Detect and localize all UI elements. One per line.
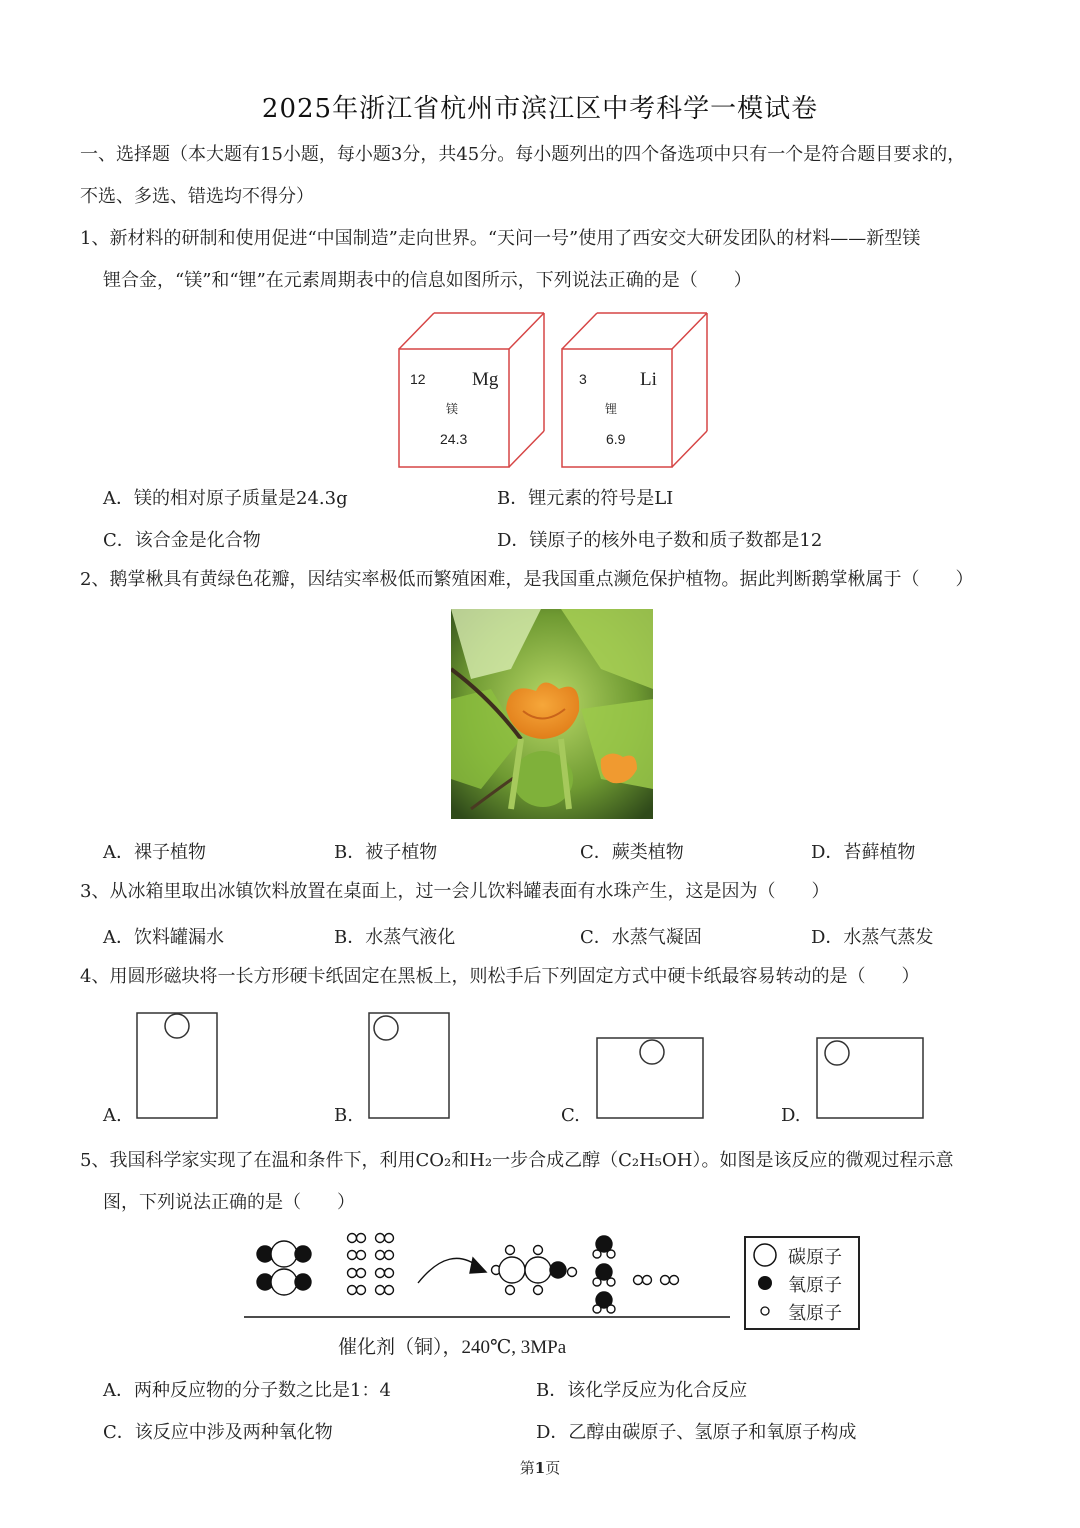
water-molecule xyxy=(593,1236,615,1258)
q5-option-a[interactable]: A．两种反应物的分子数之比是1：4 xyxy=(103,1380,391,1401)
atom-legend xyxy=(744,1236,860,1330)
q5-option-c[interactable]: C．该反应中涉及两种氧化物 xyxy=(103,1422,333,1443)
water-molecule xyxy=(593,1292,615,1313)
q4-option-b[interactable]: B. xyxy=(334,1105,353,1126)
li-symbol: Li xyxy=(640,369,657,390)
q3-option-d[interactable]: D．水蒸气蒸发 xyxy=(811,927,934,948)
mg-element-card xyxy=(399,313,544,467)
co2-molecule xyxy=(257,1241,311,1267)
tulip-tree-photo xyxy=(451,609,653,819)
section-heading-line2: 不选、多选、错选均不得分） xyxy=(80,186,314,207)
mg-atomic-number: 12 xyxy=(410,371,426,387)
q4-card-a xyxy=(137,1013,217,1118)
footer-suffix: 页 xyxy=(545,1459,561,1477)
q4-stem: 4、用圆形磁块将一长方形硬卡纸固定在黑板上，则松手后下列固定方式中硬卡纸最容易转动的是（ ） xyxy=(80,966,920,987)
q1-option-d[interactable]: D．镁原子的核外电子数和质子数都是12 xyxy=(497,530,823,551)
page-footer xyxy=(0,1457,1080,1478)
carbon-legend-icon xyxy=(754,1244,776,1266)
q1-option-a[interactable]: A．镁的相对原子质量是24.3g xyxy=(103,488,348,509)
q5-option-d[interactable]: D．乙醇由碳原子、氢原子和氧原子构成 xyxy=(536,1422,857,1443)
q4-card-d xyxy=(817,1038,923,1118)
ethanol-molecule xyxy=(492,1246,577,1295)
legend-oxygen: 氧原子 xyxy=(788,1275,842,1296)
reaction-arrowhead xyxy=(470,1258,486,1273)
mg-atomic-mass: 24.3 xyxy=(440,431,468,447)
q2-option-b[interactable]: B．被子植物 xyxy=(334,842,438,863)
q4-magnet-c xyxy=(640,1040,664,1064)
q3-option-b[interactable]: B．水蒸气液化 xyxy=(334,927,456,948)
oxygen-legend-icon xyxy=(758,1276,772,1290)
reaction-diagram xyxy=(240,1228,740,1328)
li-atomic-mass: 6.9 xyxy=(606,431,626,447)
q4-option-a[interactable]: A. xyxy=(103,1105,122,1126)
legend-carbon: 碳原子 xyxy=(788,1247,842,1268)
q5-stem-line2: 图，下列说法正确的是（ ） xyxy=(103,1192,355,1213)
page-title: 2025年浙江省杭州市滨江区中考科学一模试卷 xyxy=(261,94,819,124)
q3-stem: 3、从冰箱里取出冰镇饮料放置在桌面上，过一会儿饮料罐表面有水珠产生，这是因为（ ） xyxy=(80,881,830,902)
reaction-condition: 催化剂（铜），240℃, 3MPa xyxy=(338,1337,567,1358)
footer-prefix: 第 xyxy=(519,1459,535,1477)
q1-stem-line1: 1、新材料的研制和使用促进“中国制造”走向世界。“天问一号”使用了西安交大研发团队的材料——新型镁 xyxy=(80,228,921,249)
q4-option-c[interactable]: C. xyxy=(561,1105,580,1126)
mg-name: 镁 xyxy=(446,402,459,416)
q4-card-b xyxy=(369,1013,449,1118)
q1-option-b[interactable]: B．锂元素的符号是LI xyxy=(497,488,674,509)
q4-card-c xyxy=(597,1038,703,1118)
q5-option-b[interactable]: B．该化学反应为化合反应 xyxy=(536,1380,748,1401)
water-molecule xyxy=(593,1264,615,1286)
hydrogen-legend-icon xyxy=(761,1307,769,1315)
element-cards-figure xyxy=(390,305,720,475)
q4-option-d[interactable]: D. xyxy=(781,1105,801,1126)
q4-magnet-b xyxy=(374,1016,398,1040)
q4-cards-figure xyxy=(100,1005,940,1130)
li-name: 锂 xyxy=(605,402,618,416)
q3-option-a[interactable]: A．饮料罐漏水 xyxy=(103,927,224,948)
q2-option-c[interactable]: C．蕨类植物 xyxy=(580,842,684,863)
h2-molecules xyxy=(348,1234,394,1295)
q4-magnet-d xyxy=(825,1041,849,1065)
section-heading-line1: 一、选择题（本大题有15小题，每小题3分，共45分。每小题列出的四个备选项中只有一个是符合题目要求的， xyxy=(80,144,966,165)
mg-symbol: Mg xyxy=(472,369,499,390)
q4-magnet-a xyxy=(165,1014,189,1038)
legend-hydrogen: 氢原子 xyxy=(788,1303,842,1324)
q1-option-c[interactable]: C．该合金是化合物 xyxy=(103,530,261,551)
li-atomic-number: 3 xyxy=(579,371,587,387)
q1-stem-line2: 锂合金，“镁”和“锂”在元素周期表中的信息如图所示，下列说法正确的是（ ） xyxy=(103,270,752,291)
q5-stem-line1: 5、我国科学家实现了在温和条件下，利用CO₂和H₂一步合成乙醇（C₂H₅OH）。如图是该反应的微观过程示意 xyxy=(80,1150,954,1171)
li-element-card xyxy=(562,313,707,467)
q2-option-a[interactable]: A．裸子植物 xyxy=(103,842,206,863)
leftover-h2 xyxy=(634,1276,679,1285)
q2-stem: 2、鹅掌楸具有黄绿色花瓣，因结实率极低而繁殖困难，是我国重点濒危保护植物。据此判断鹅掌楸属于（ ） xyxy=(80,569,974,590)
q2-option-d[interactable]: D．苔藓植物 xyxy=(811,842,916,863)
co2-molecule xyxy=(257,1269,311,1295)
q3-option-c[interactable]: C．水蒸气凝固 xyxy=(580,927,702,948)
page-number: 1 xyxy=(534,1459,546,1477)
